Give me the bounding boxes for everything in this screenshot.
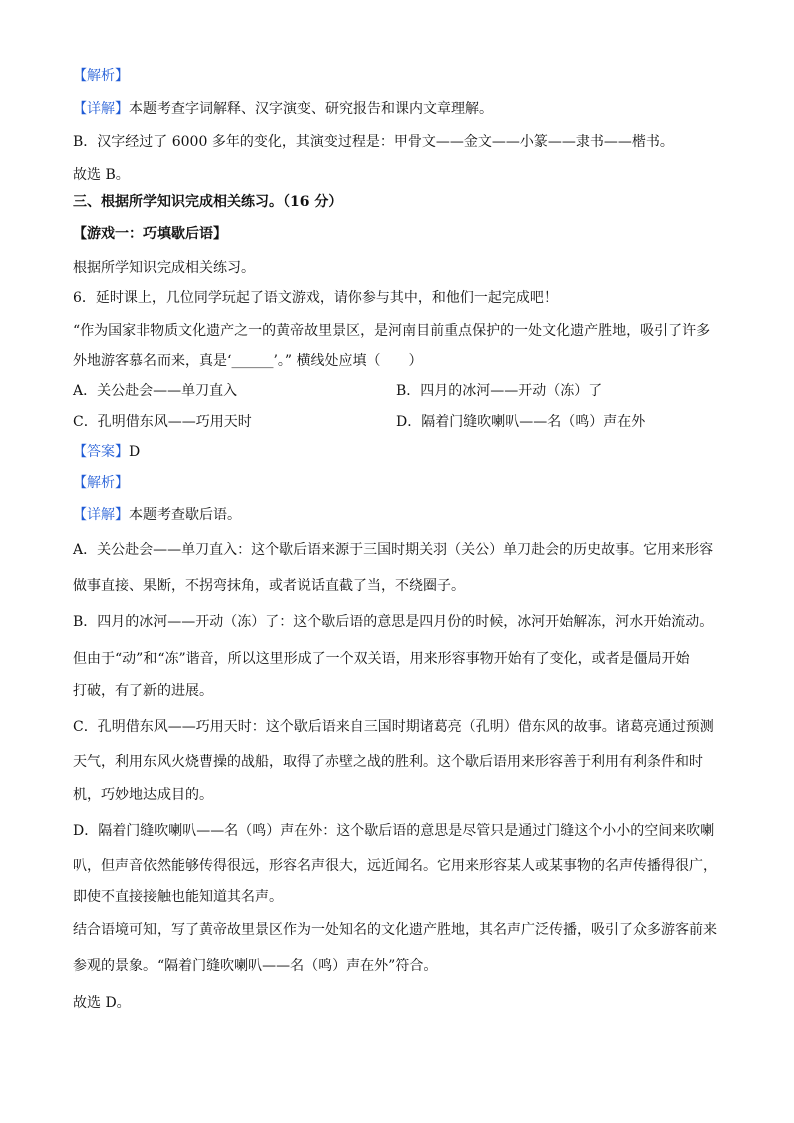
explain-line: 做事直接、果断，不拐弯抹角，或者说话直截了当，不绕圈子。 — [73, 578, 465, 594]
explain-line: A．关公赴会——单刀直入：这个歇后语来源于三国时期关羽（关公）单刀赴会的历史故事。它用来形容 — [73, 542, 714, 558]
explain-line: 打破，有了新的进展。 — [73, 683, 213, 699]
answer-label: 【答案】 — [73, 444, 129, 460]
detail-text-q6: 本题考查歇后语。 — [129, 507, 241, 523]
answer-value: D — [129, 444, 141, 460]
choose-line: 故选 B。 — [73, 167, 130, 183]
question-stem: 6．延时课上，几位同学玩起了语文游戏，请你参与其中，和他们一起完成吧！ — [73, 290, 558, 306]
game-title: 【游戏一：巧填歇后语】 — [73, 226, 227, 242]
explain-line: D．隔着门缝吹喇叭——名（鸣）声在外：这个歇后语的意思是尽管只是通过门缝这个小小的空间来吹喇 — [73, 823, 715, 839]
explain-line: 参观的景象。“隔着门缝吹喇叭——名（鸣）声在外”符合。 — [73, 958, 438, 974]
section-intro: 根据所学知识完成相关练习。 — [73, 260, 255, 276]
detail-line-q6 — [73, 506, 241, 524]
explain-line: 机，巧妙地达成目的。 — [73, 787, 213, 803]
passage-line-2 — [73, 352, 423, 370]
explain-line: 叭，但声音依然能够传得很远，形容名声很大，远近闻名。它用来形容某人或某事物的名声传播得很广， — [73, 858, 717, 874]
choose-line-q6: 故选 D。 — [73, 995, 131, 1011]
explain-line: 结合语境可知，写了黄帝故里景区作为一处知名的文化遗产胜地，其名声广泛传播，吸引了众多游客前来 — [73, 922, 717, 938]
detail-label-q6: 【详解】 — [73, 507, 129, 523]
explain-line: B．四月的冰河——开动（冻）了：这个歇后语的意思是四月份的时候，冰河开始解冻，河水开始流动。 — [73, 614, 714, 630]
section-heading: 三、根据所学知识完成相关练习。（16 分） — [73, 194, 343, 210]
passage-line-1: “作为国家非物质文化遗产之一的黄帝故里景区，是河南目前重点保护的一处文化遗产胜地，吸引了许多 — [73, 323, 711, 339]
answer-line — [73, 443, 140, 461]
explain-line: 但由于“动”和“冻”谐音，所以这里形成了一个双关语，用来形容事物开始有了变化，或者是僵局开始 — [73, 651, 690, 667]
option-d: D．隔着门缝吹喇叭——名（鸣）声在外 — [396, 414, 646, 430]
passage-text: 外地游客慕名而来，真是‘ — [73, 353, 232, 369]
passage-text-end: ’。” 横线处应填（ ） — [273, 353, 423, 369]
explain-line: 天气，利用东风火烧曹操的战船，取得了赤壁之战的胜利。这个歇后语用来形容善于利用有利条件和时 — [73, 754, 703, 770]
analysis-label-q6: 【解析】 — [73, 475, 129, 491]
analysis-label: 【解析】 — [73, 68, 129, 84]
option-b: B．四月的冰河——开动（冻）了 — [396, 383, 603, 399]
explain-line: 即使不直接接触也能知道其名声。 — [73, 889, 283, 905]
explain-line: C．孔明借东风——巧用天时：这个歇后语来自三国时期诸葛亮（孔明）借东风的故事。诸葛亮通过预测 — [73, 719, 714, 735]
explanation-b: B．汉字经过了 6000 多年的变化，其演变过程是：甲骨文——金文——小篆——隶书——楷书。 — [73, 134, 674, 150]
option-c: C．孔明借东风——巧用天时 — [73, 414, 252, 430]
answer-blank: ______ — [231, 353, 274, 369]
detail-label: 【详解】 — [73, 101, 129, 117]
detail-line — [73, 100, 493, 118]
detail-text: 本题考查字词解释、汉字演变、研究报告和课内文章理解。 — [129, 101, 493, 117]
option-a: A．关公赴会——单刀直入 — [73, 383, 238, 399]
